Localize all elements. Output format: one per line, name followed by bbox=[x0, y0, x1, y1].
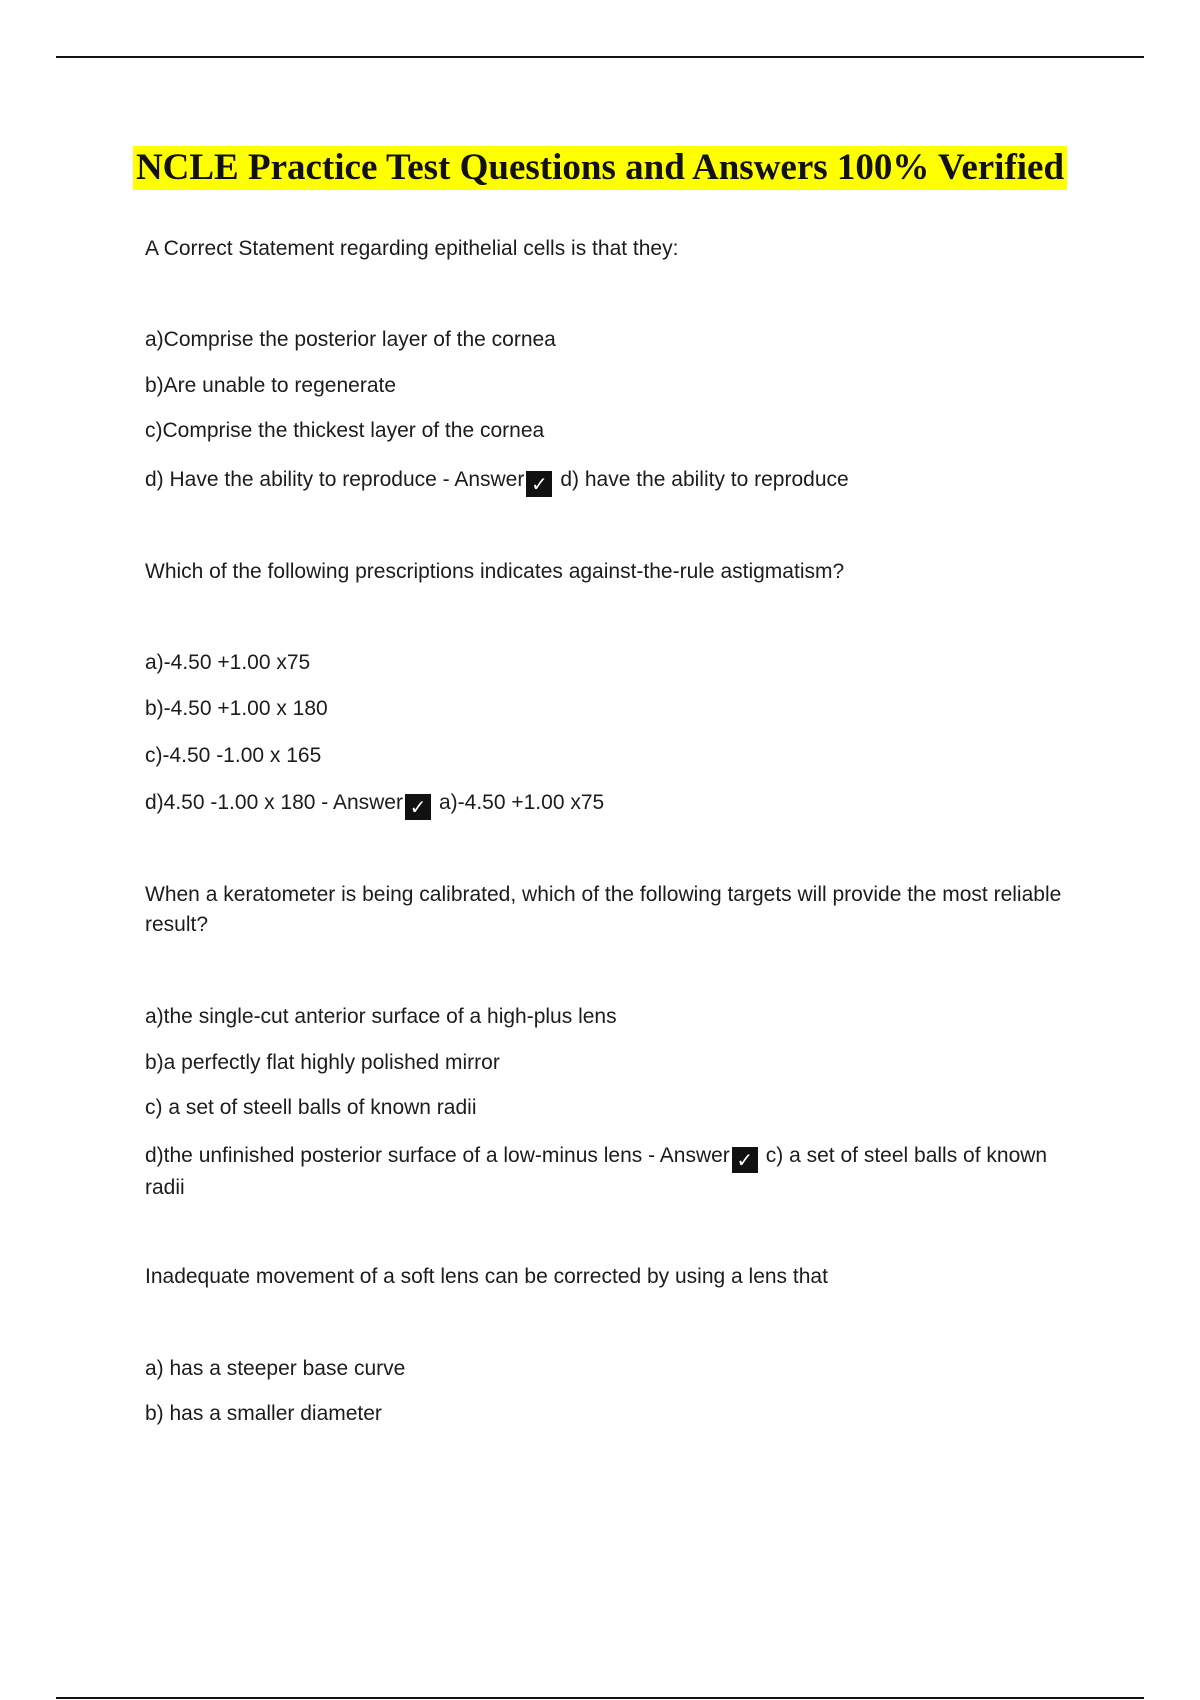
q1-option-d-answer-line bbox=[145, 465, 849, 497]
check-icon: ✓ bbox=[732, 1147, 758, 1173]
q3-option-c: c) a set of steell balls of known radii bbox=[145, 1096, 477, 1119]
bottom-rule bbox=[56, 1697, 1144, 1699]
top-rule bbox=[56, 56, 1144, 58]
q1-option-a: a)Comprise the posterior layer of the cornea bbox=[145, 328, 556, 351]
q1-answer: d) have the ability to reproduce bbox=[560, 468, 849, 491]
q4-option-a: a) has a steeper base curve bbox=[145, 1357, 406, 1380]
question-4: Inadequate movement of a soft lens can be corrected by using a lens that bbox=[145, 1265, 828, 1288]
q4-option-b: b) has a smaller diameter bbox=[145, 1402, 382, 1425]
q3-option-d: d)the unfinished posterior surface of a low-minus lens - Answer bbox=[145, 1144, 730, 1167]
q3-answer: c) a set of steel balls of known radii bbox=[145, 1144, 1048, 1199]
q2-answer: a)-4.50 +1.00 x75 bbox=[438, 791, 605, 814]
q2-option-d-answer-line bbox=[145, 788, 604, 820]
document-title: NCLE Practice Test Questions and Answers 100% Verified bbox=[133, 146, 1067, 190]
check-icon: ✓ bbox=[405, 794, 431, 820]
q1-option-b: b)Are unable to regenerate bbox=[145, 374, 397, 397]
title-block bbox=[0, 146, 1200, 190]
q2-option-d: d)4.50 -1.00 x 180 - Answer bbox=[145, 791, 403, 814]
question-2: Which of the following prescriptions indicates against-the-rule astigmatism? bbox=[145, 560, 845, 583]
q2-option-a: a)-4.50 +1.00 x75 bbox=[145, 651, 311, 674]
q2-option-c: c)-4.50 -1.00 x 165 bbox=[145, 744, 322, 767]
q1-option-d: d) Have the ability to reproduce - Answer bbox=[145, 468, 525, 491]
q3-option-b: b)a perfectly flat highly polished mirror bbox=[145, 1051, 500, 1074]
q1-option-c: c)Comprise the thickest layer of the cornea bbox=[145, 419, 545, 442]
question-1: A Correct Statement regarding epithelial cells is that they: bbox=[145, 237, 679, 260]
check-icon: ✓ bbox=[526, 471, 552, 497]
question-3: When a keratometer is being calibrated, which of the following targets will provide the most reliable result? bbox=[145, 883, 1062, 936]
q2-option-b: b)-4.50 +1.00 x 180 bbox=[145, 697, 328, 720]
q3-option-a: a)the single-cut anterior surface of a high-plus lens bbox=[145, 1005, 617, 1028]
q3-option-d-answer-line bbox=[145, 1141, 1075, 1203]
